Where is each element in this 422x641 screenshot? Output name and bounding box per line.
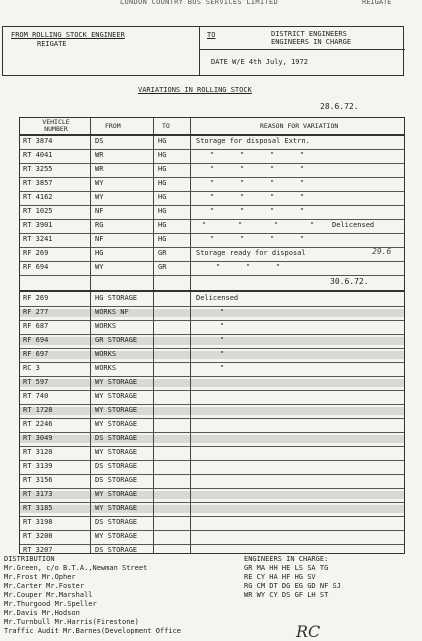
signature: RC [296, 622, 321, 641]
ditto-mark: " [220, 308, 225, 316]
table-row [20, 404, 404, 418]
from-garage: NF [95, 235, 104, 243]
company-name: LONDON COUNTRY BUS SERVICES LIMITED [120, 0, 279, 6]
ditto-mark: " [270, 207, 275, 215]
ditto-mark: " [210, 179, 215, 187]
company-town: REIGATE [362, 0, 392, 6]
from-garage: RG [95, 221, 104, 229]
to-garage: HG [158, 165, 167, 173]
date-heading-2: 30.6.72. [330, 277, 369, 286]
table-row [20, 163, 404, 177]
vehicle-number: RT 1025 [23, 207, 53, 215]
table-row [20, 474, 404, 488]
distribution-line: Mr.Green, c/o B.T.A.,Newman Street [4, 564, 148, 572]
from-garage: WY STORAGE [95, 406, 138, 414]
col-header-vehicle: VEHICLE NUMBER [42, 118, 70, 133]
ditto-mark: " [210, 207, 215, 215]
header-box [2, 26, 404, 76]
from-garage: WY STORAGE [95, 448, 138, 456]
vehicle-number: RT 4041 [23, 151, 53, 159]
ditto-mark: " [246, 263, 251, 271]
week-ending-date: DATE W/E 4th July, 1972 [211, 58, 308, 66]
vehicle-number: RT 3198 [23, 518, 53, 526]
from-garage: WR [95, 165, 104, 173]
to-garage: HG [158, 235, 167, 243]
table-row [20, 177, 404, 191]
vehicle-number: RT 3156 [23, 476, 53, 484]
from-garage: HG [95, 249, 104, 257]
table-row [20, 446, 404, 460]
col-header-to: TO [162, 122, 170, 130]
to-label: TO [207, 31, 216, 39]
vehicle-number: RF 269 [23, 294, 49, 302]
date-heading-1: 28.6.72. [320, 102, 359, 111]
from-garage: WORKS NF [95, 308, 129, 316]
table-row [20, 530, 404, 544]
vehicle-number: RT 3255 [23, 165, 53, 173]
from-garage: WORKS [95, 350, 117, 358]
table-row [20, 488, 404, 502]
distribution-line: Mr.Carter Mr.Foster [4, 582, 85, 590]
to-line-2: ENGINEERS IN CHARGE [271, 38, 352, 46]
vehicle-number: RT 3200 [23, 532, 53, 540]
distribution-line: Mr.Thurgood Mr.Speller [4, 600, 97, 608]
table-row [20, 460, 404, 474]
ditto-mark: " [240, 165, 245, 173]
vehicle-number: RT 3207 [23, 546, 53, 554]
engineers-heading: ENGINEERS IN CHARGE: [244, 555, 329, 563]
vehicle-number: RT 3874 [23, 137, 53, 145]
ditto-mark: " [240, 151, 245, 159]
engineer-codes: GR MA HH HE LS SA TG [244, 564, 329, 572]
from-garage: WORKS [95, 364, 117, 372]
from-garage: WY STORAGE [95, 392, 138, 400]
from-garage: NF [95, 207, 104, 215]
ditto-mark: " [240, 207, 245, 215]
ditto-mark: " [220, 364, 225, 372]
to-garage: HG [158, 151, 167, 159]
to-garage: HG [158, 137, 167, 145]
row-rule [20, 275, 404, 276]
to-section [199, 27, 405, 75]
variations-table [19, 117, 405, 554]
table-row [20, 390, 404, 404]
to-garage: GR [158, 263, 167, 271]
distribution-line: Traffic Audit Mr.Barnes(Development Office [4, 627, 182, 635]
ditto-mark: " [210, 193, 215, 201]
table-row [20, 191, 404, 205]
table-row [20, 247, 404, 261]
vehicle-number: RF 694 [23, 336, 49, 344]
table-row [20, 544, 404, 558]
table-row [20, 219, 404, 233]
col-header-from: FROM [105, 122, 121, 130]
ditto-mark: " [220, 322, 225, 330]
reason: Delicensed [196, 294, 239, 302]
to-garage: HG [158, 179, 167, 187]
vehicle-number: RC 3 [23, 364, 40, 372]
ditto-mark: " [310, 221, 315, 229]
vehicle-number: RT 3241 [23, 235, 53, 243]
distribution-line: Mr.Couper Mr.Marshall [4, 591, 93, 599]
ditto-mark: " [240, 179, 245, 187]
table-row [20, 135, 404, 149]
vehicle-number: RT 4162 [23, 193, 53, 201]
ditto-mark: " [216, 263, 221, 271]
ditto-mark: " [210, 165, 215, 173]
distribution-line: Mr.Davis Mr.Hodson [4, 609, 80, 617]
ditto-mark: " [202, 221, 207, 229]
vehicle-number: RF 697 [23, 350, 49, 358]
from-garage: WY [95, 193, 104, 201]
vehicle-number: RT 3139 [23, 462, 53, 470]
ditto-mark: " [276, 263, 281, 271]
to-line-1: DISTRICT ENGINEERS [271, 30, 347, 38]
from-garage: DS STORAGE [95, 476, 138, 484]
table-row [20, 502, 404, 516]
vehicle-number: RT 1728 [23, 406, 53, 414]
ditto-mark: " [220, 336, 225, 344]
ditto-mark: " [240, 235, 245, 243]
page-title: VARIATIONS IN ROLLING STOCK [138, 86, 252, 94]
vehicle-number: RF 277 [23, 308, 49, 316]
ditto-mark: " [270, 179, 275, 187]
table-row [20, 292, 404, 306]
distribution-line: Mr.Frost Mr.Opher [4, 573, 76, 581]
vehicle-number: RF 694 [23, 263, 49, 271]
from-garage: WY STORAGE [95, 420, 138, 428]
ditto-mark: " [270, 151, 275, 159]
from-garage: GR STORAGE [95, 336, 138, 344]
ditto-mark: " [300, 193, 305, 201]
reason: Storage for disposal Extrn. [196, 137, 310, 145]
table-row [20, 418, 404, 432]
vehicle-number: RT 3049 [23, 434, 53, 442]
vehicle-number: RT 3857 [23, 179, 53, 187]
table-row [20, 233, 404, 247]
ditto-mark: " [300, 235, 305, 243]
to-garage: GR [158, 249, 167, 257]
table-row [20, 432, 404, 446]
vehicle-number: RF 269 [23, 249, 49, 257]
col-header-reason: REASON FOR VARIATION [260, 122, 339, 130]
table-row [20, 320, 404, 334]
engineer-codes: WR WY CY DS GF LH ST [244, 591, 329, 599]
ditto-mark: " [274, 221, 279, 229]
vehicle-number: RT 740 [23, 392, 49, 400]
ditto-mark: " [270, 193, 275, 201]
ditto-mark: " [220, 350, 225, 358]
from-garage: DS STORAGE [95, 434, 138, 442]
ditto-mark: " [270, 165, 275, 173]
engineer-codes: RE CY HA HF HG SV [244, 573, 316, 581]
ditto-mark: " [270, 235, 275, 243]
vehicle-number: RT 3120 [23, 448, 53, 456]
vehicle-number: RT 3901 [23, 221, 53, 229]
from-garage: WY STORAGE [95, 378, 138, 386]
ditto-mark: " [300, 165, 305, 173]
from-garage: WORKS [95, 322, 117, 330]
ditto-mark: " [210, 151, 215, 159]
table-row [20, 205, 404, 219]
ditto-mark: " [300, 207, 305, 215]
from-garage: DS STORAGE [95, 518, 138, 526]
from-garage: DS [95, 137, 104, 145]
from-garage: DS STORAGE [95, 462, 138, 470]
from-garage: WY [95, 263, 104, 271]
ditto-mark: " [300, 179, 305, 187]
from-town: REIGATE [37, 40, 67, 48]
table-row [20, 261, 404, 275]
table-row [20, 516, 404, 530]
to-garage: HG [158, 221, 167, 229]
distribution-heading: DISTRIBUTION [4, 555, 55, 563]
handwritten-date-note: 29.6 [372, 247, 392, 256]
vehicle-number: RT 3185 [23, 504, 53, 512]
table-row [20, 149, 404, 163]
from-line: FROM ROLLING STOCK ENGINEER [11, 31, 125, 39]
table-row [20, 334, 404, 348]
from-garage: WR [95, 151, 104, 159]
reason: Delicensed [332, 221, 375, 229]
ditto-mark: " [240, 193, 245, 201]
vehicle-number: RT 2246 [23, 420, 53, 428]
vehicle-number: RT 3173 [23, 490, 53, 498]
ditto-mark: " [300, 151, 305, 159]
from-garage: HG STORAGE [95, 294, 138, 302]
table-row [20, 306, 404, 320]
to-garage: HG [158, 207, 167, 215]
engineer-codes: RG CM DT DG EG GD NF SJ [244, 582, 341, 590]
from-garage: WY STORAGE [95, 532, 138, 540]
table-row [20, 348, 404, 362]
from-garage: WY STORAGE [95, 504, 138, 512]
reason: Storage ready for disposal [196, 249, 306, 257]
from-garage: DS STORAGE [95, 546, 138, 554]
vehicle-number: RT 597 [23, 378, 49, 386]
ditto-mark: " [238, 221, 243, 229]
to-garage: HG [158, 193, 167, 201]
ditto-mark: " [210, 235, 215, 243]
table-row [20, 376, 404, 390]
distribution-line: Mr.Turnbull Mr.Harris(Firestone) [4, 618, 139, 626]
from-garage: WY [95, 179, 104, 187]
table-row [20, 362, 404, 376]
from-garage: WY STORAGE [95, 490, 138, 498]
vehicle-number: RF 687 [23, 322, 49, 330]
